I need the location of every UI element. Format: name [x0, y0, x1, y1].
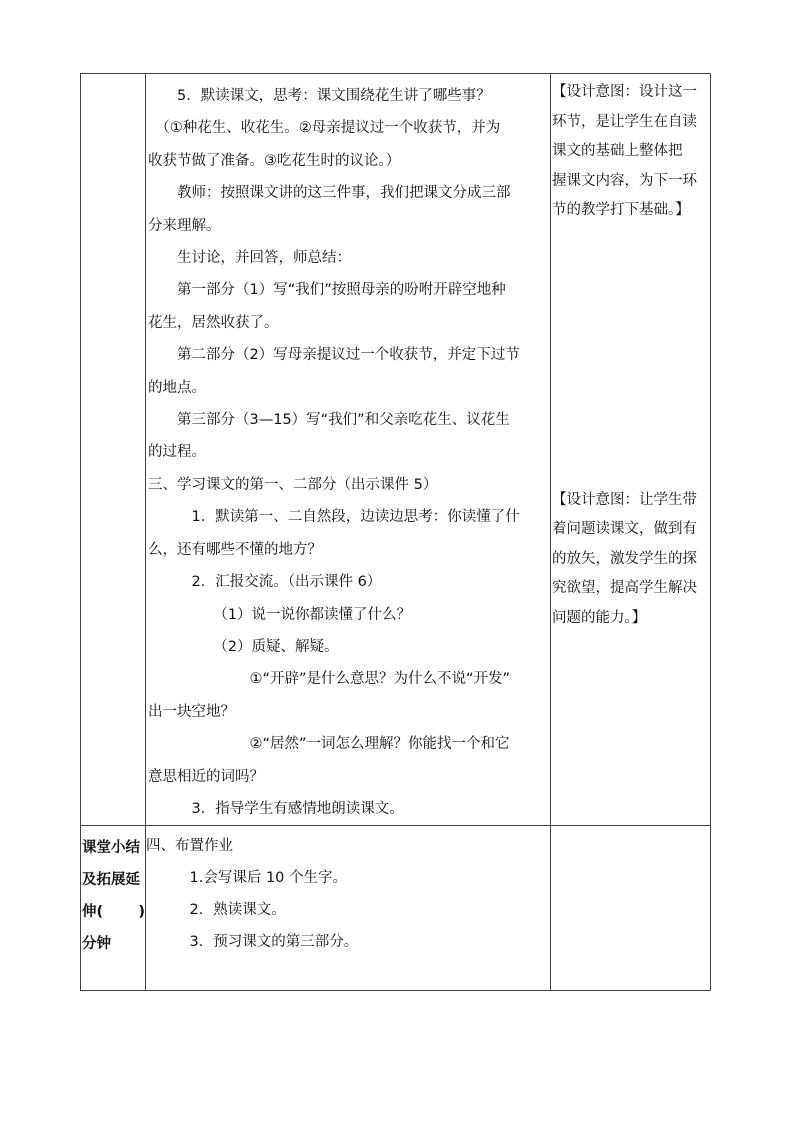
- stage-label: 伸(: [82, 904, 104, 921]
- table-row: [81, 826, 711, 991]
- stage-label-cell: [81, 74, 146, 826]
- stage-label: 及拓展延: [82, 872, 140, 889]
- teaching-process-cell: [146, 74, 551, 826]
- design-intent-cell: [551, 826, 711, 991]
- text-line: 第一部分（1）写“我们”按照母亲的吩咐开辟空地种: [148, 282, 506, 299]
- text-line: 1．默读第一、二自然段，边读边思考：你读懂了什: [148, 509, 520, 526]
- text-line: 生讨论，并回答，师总结：: [148, 250, 351, 267]
- text-line: 意思相近的词吗？: [148, 768, 264, 785]
- text-line: 的地点。: [148, 379, 206, 396]
- stage-label: ): [138, 904, 145, 921]
- note-line: 究欲望，提高学生解决: [552, 580, 697, 596]
- text-line: 5．默读课文，思考：课文围绕花生讲了哪些事？: [148, 88, 491, 104]
- note-line: 【设计意图：设计这一: [552, 84, 697, 100]
- text-line: （①种花生、收花生。②母亲提议过一个收获节，并为: [148, 120, 501, 137]
- text-line: ②“居然”一词怎么理解？你能找一个和它: [148, 736, 510, 753]
- text-line: 么，还有哪些不懂的地方？: [148, 541, 322, 558]
- note-line: 的放矢，激发学生的探: [552, 550, 697, 567]
- text-line: （2）质疑、解疑。: [148, 638, 339, 655]
- table-row: [81, 74, 711, 826]
- text-line: （1）说一说你都读懂了什么？: [148, 606, 411, 623]
- text-line: 教师：按照课文讲的这三件事，我们把课文分成三部: [148, 185, 511, 202]
- note-line: 问题的能力。】: [552, 609, 647, 626]
- note-line: 环节，是让学生在自读: [552, 113, 697, 130]
- note-line: 着问题读课文，做到有: [552, 521, 697, 537]
- note-line: 节的教学打下基础。】: [552, 202, 690, 218]
- note-line: 【设计意图：让学生带: [552, 491, 697, 508]
- text-line: ①“开辟”是什么意思？为什么不说“开发”: [148, 671, 511, 688]
- stage-label: 分钟: [82, 936, 111, 953]
- text-line: 收获节做了准备。③吃花生时的议论。）: [148, 152, 401, 169]
- teaching-process-cell: [146, 826, 551, 991]
- stage-label-cell: [81, 826, 146, 991]
- text-line: 3．指导学生有感情地朗读课文。: [148, 800, 404, 817]
- text-line: 2．熟读课文。: [146, 902, 286, 919]
- lesson-plan-table: [80, 73, 711, 991]
- text-line: 分来理解。: [148, 217, 221, 234]
- stage-label: 课堂小结: [82, 840, 140, 857]
- note-line: 课文的基础上整体把: [552, 143, 683, 159]
- spacer: [552, 226, 710, 486]
- text-line: 第二部分（2）写母亲提议过一个收获节，并定下过节: [148, 347, 520, 364]
- text-line: 2．汇报交流。（出示课件 6）: [148, 574, 382, 591]
- design-intent-cell: [551, 74, 711, 826]
- text-line: 1.会写课后 10 个生字。: [146, 870, 348, 887]
- section-heading: 三、学习课文的第一、二部分（出示课件 5）: [148, 476, 438, 493]
- text-line: 的过程。: [148, 444, 206, 461]
- section-heading: 四、布置作业: [146, 838, 233, 855]
- text-line: 3．预习课文的第三部分。: [146, 934, 359, 951]
- text-line: 第三部分（3—15）写“我们”和父亲吃花生、议花生: [148, 412, 510, 429]
- text-line: 花生，居然收获了。: [148, 314, 279, 331]
- text-line: 出一块空地？: [148, 703, 235, 720]
- note-line: 握课文内容，为下一环: [552, 172, 697, 189]
